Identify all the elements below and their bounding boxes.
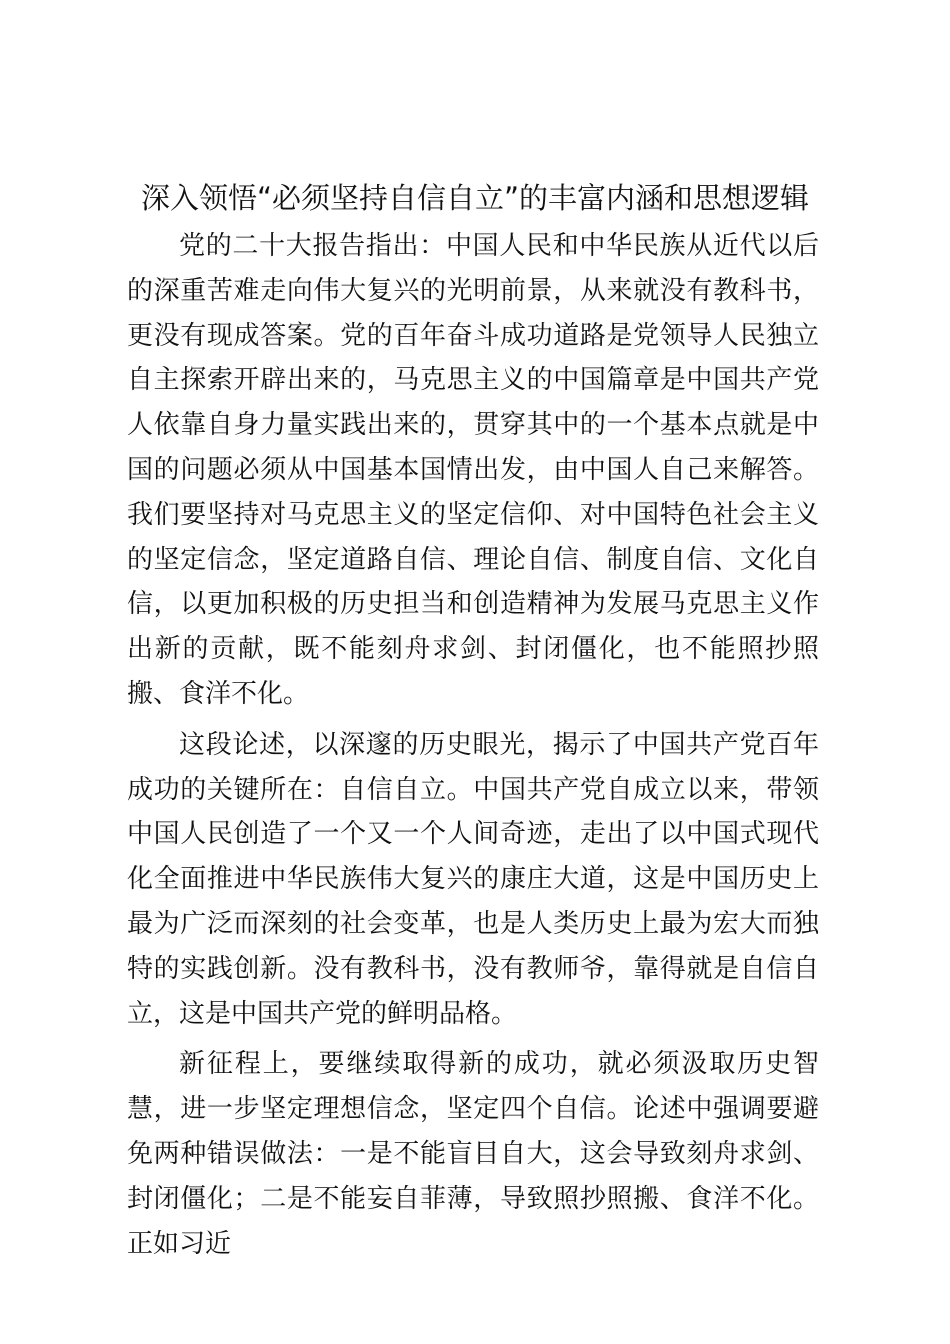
body-paragraph-3: 新征程上，要继续取得新的成功，就必须汲取历史智慧，进一步坚定理想信念，坚定四个自信。论述中强调要避免两种错误做法：一是不能盲目自大，这会导致刻舟求剑、封闭僵化；二是不能妄自菲薄，导致照抄照搬、食洋不化。正如习近 bbox=[127, 1049, 819, 1259]
body-paragraph-2: 这段论述，以深邃的历史眼光，揭示了中国共产党百年成功的关键所在：自信自立。中国共产党自成立以来，带领中国人民创造了一个又一个人间奇迹，走出了以中国式现代化全面推进中华民族伟大复兴的康庄大道，这是中国历史上最为广泛而深刻的社会变革，也是人类历史上最为宏大而独特的实践创新。没有教科书，没有教师爷，靠得就是自信自立，这是中国共产党的鲜明品格。 bbox=[127, 729, 819, 1029]
document-title: 深入领悟“必须坚持自信自立”的丰富内涵和思想逻辑 bbox=[140, 181, 810, 215]
body-paragraph-1: 党的二十大报告指出：中国人民和中华民族从近代以后的深重苦难走向伟大复兴的光明前景，从来就没有教科书，更没有现成答案。党的百年奋斗成功道路是党领导人民独立自主探索开辟出来的，马克思主义的中国篇章是中国共产党人依靠自身力量实践出来的，贯穿其中的一个基本点就是中国的问题必须从中国基本国情出发，由中国人自己来解答。我们要坚持对马克思主义的坚定信仰、对中国特色社会主义的坚定信念，坚定道路自信、理论自信、制度自信、文化自信，以更加积极的历史担当和创造精神为发展马克思主义作出新的贡献，既不能刻舟求剑、封闭僵化，也不能照抄照搬、食洋不化。 bbox=[127, 231, 819, 709]
document-body bbox=[127, 224, 819, 1272]
